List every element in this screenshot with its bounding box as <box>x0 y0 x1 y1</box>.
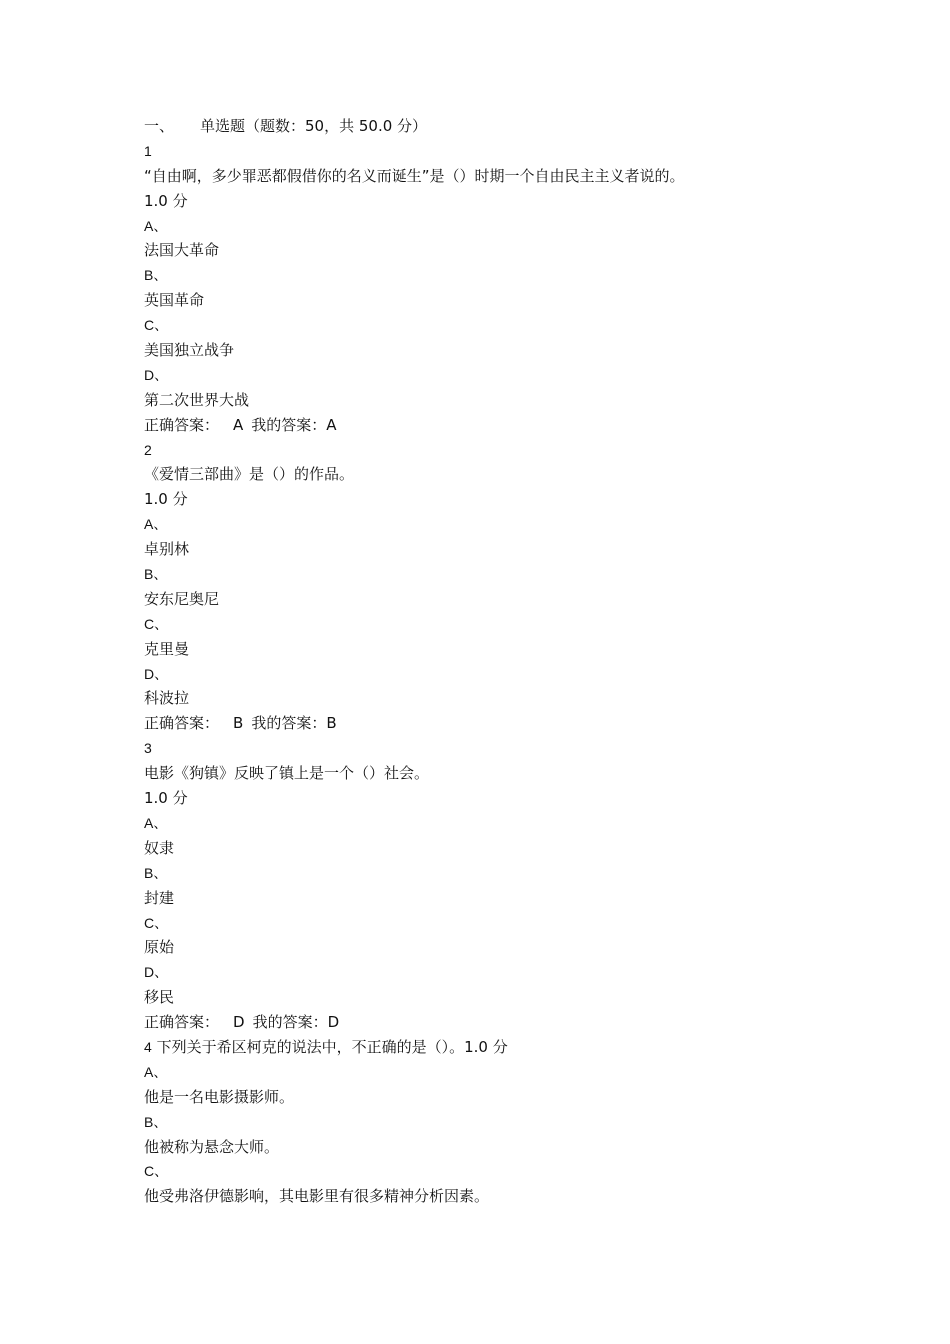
question-text: 电影《狗镇》反映了镇上是一个（）社会。 <box>144 764 430 783</box>
question-number: 3 <box>144 740 152 757</box>
option-text-d: 移民 <box>144 988 175 1007</box>
question-header-line <box>144 1035 844 1060</box>
question-score: 1.0 分 <box>144 191 188 210</box>
option-label-c: C、 <box>144 914 169 931</box>
question-score: 1.0 分 <box>144 789 188 808</box>
option-text-a: 他是一名电影摄影师。 <box>144 1087 295 1106</box>
my-answer-value: B <box>326 714 337 733</box>
option-text-c: 原始 <box>144 938 175 957</box>
option-text-a: 卓别林 <box>144 540 190 559</box>
section-header <box>144 114 844 139</box>
question-4 <box>144 1035 844 1209</box>
option-text-b: 英国革命 <box>144 291 205 310</box>
option-label-a: A、 <box>144 814 168 831</box>
correct-answer-label: 正确答案： <box>144 415 220 434</box>
option-label-a: A、 <box>144 1063 168 1080</box>
question-score: 1.0 分 <box>144 490 188 509</box>
option-label-b: B、 <box>144 267 168 284</box>
my-answer-label: 我的答案： <box>251 714 327 733</box>
option-label-d: D、 <box>144 366 169 383</box>
question-3 <box>144 736 844 1035</box>
my-answer-value: D <box>327 1013 340 1032</box>
correct-answer-value: D <box>233 1013 245 1032</box>
option-text-c: 他受弗洛伊德影响，其电影里有很多精神分析因素。 <box>144 1187 490 1206</box>
option-label-a: A、 <box>144 217 168 234</box>
option-text-c: 克里曼 <box>144 639 190 658</box>
my-answer-value: A <box>326 415 337 434</box>
option-label-c: C、 <box>144 1163 169 1180</box>
question-number: 2 <box>144 441 152 458</box>
option-label-b: B、 <box>144 566 168 583</box>
question-text: “自由啊，多少罪恶都假借你的名义而诞生”是（）时期一个自由民主主义者说的。 <box>144 166 685 185</box>
my-answer-label: 我的答案： <box>252 1013 328 1032</box>
correct-answer-value: B <box>233 714 244 733</box>
question-1 <box>144 139 844 438</box>
option-label-d: D、 <box>144 665 169 682</box>
section-index: 一、 <box>144 117 175 135</box>
answer-line <box>144 413 844 438</box>
my-answer-label: 我的答案： <box>251 415 327 434</box>
answer-line <box>144 1010 844 1035</box>
correct-answer-value: A <box>233 415 244 434</box>
option-text-b: 他被称为悬念大师。 <box>144 1137 280 1156</box>
option-label-b: B、 <box>144 864 168 881</box>
option-text-a: 奴隶 <box>144 838 175 857</box>
section-title: 单选题（题数：50，共 50.0 分） <box>200 117 428 135</box>
question-text: 下列关于希区柯克的说法中，不正确的是（）。 <box>156 1037 465 1056</box>
option-label-d: D、 <box>144 964 169 981</box>
question-2 <box>144 438 844 737</box>
answer-line <box>144 711 844 736</box>
option-label-c: C、 <box>144 615 169 632</box>
document-content <box>144 114 844 1209</box>
correct-answer-label: 正确答案： <box>144 714 220 733</box>
option-text-a: 法国大革命 <box>144 241 220 260</box>
option-text-b: 安东尼奥尼 <box>144 589 220 608</box>
option-text-c: 美国独立战争 <box>144 341 235 360</box>
question-number: 4 <box>144 1038 152 1055</box>
correct-answer-label: 正确答案： <box>144 1013 220 1032</box>
question-number: 1 <box>144 142 152 159</box>
option-label-b: B、 <box>144 1113 168 1130</box>
option-label-a: A、 <box>144 516 168 533</box>
question-score: 1.0 分 <box>464 1037 508 1056</box>
question-text: 《爱情三部曲》是（）的作品。 <box>144 465 355 484</box>
option-text-d: 科波拉 <box>144 689 190 708</box>
option-label-c: C、 <box>144 317 169 334</box>
option-text-d: 第二次世界大战 <box>144 390 250 409</box>
option-text-b: 封建 <box>144 888 175 907</box>
